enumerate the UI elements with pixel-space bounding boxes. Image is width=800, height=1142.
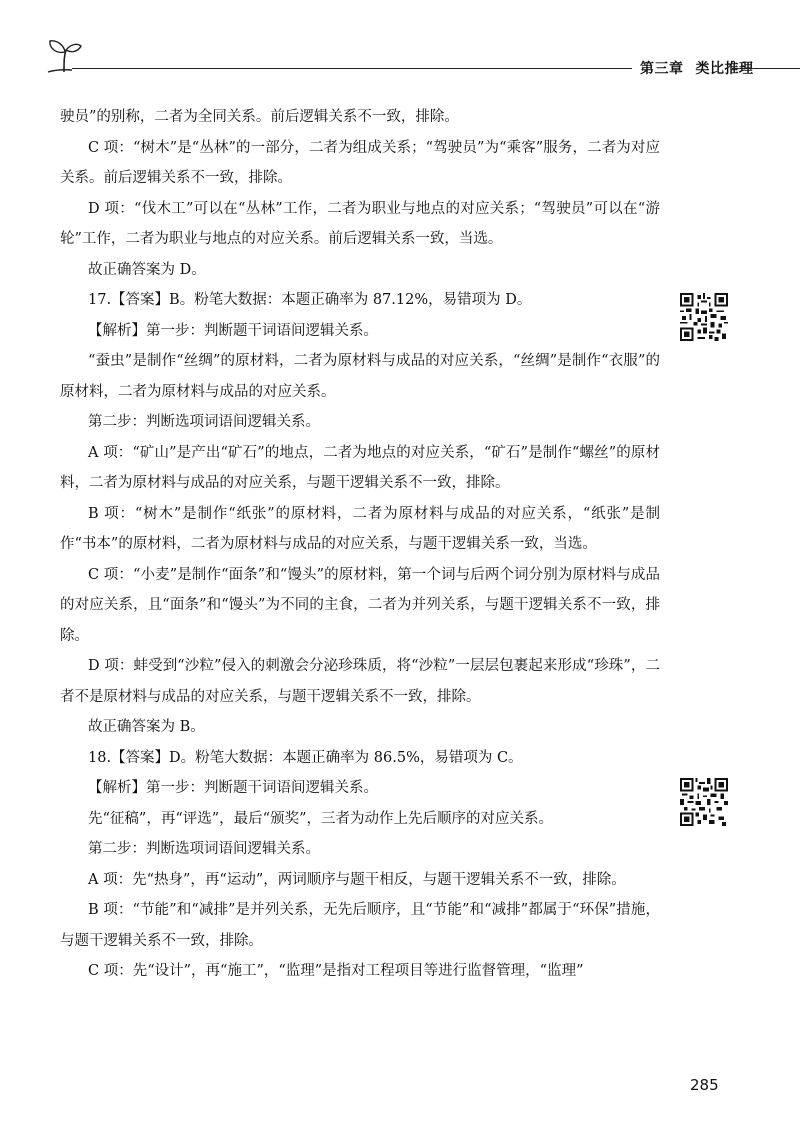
chapter-section: 类比推理 [695,61,754,77]
paragraph: B 项：“节能”和“减排”是并列关系，无先后顺序，且“节能”和“减排”都属于“环保”措施，与题干逻辑关系不一致，排除。 [60,902,660,949]
paragraph: C 项：“小麦”是制作“面条”和“馒头”的原材料，第一个词与后两个词分别为原材料与成品的对应关系，且“面条”和“馒头”为不同的主食，二者为并列关系，与题干逻辑关系不一致，排除。 [60,566,660,644]
paragraph: “蚕虫”是制作“丝绸”的原材料，二者为原材料与成品的对应关系，“丝绸”是制作“衣服”的原材料，二者为原材料与成品的对应关系。 [60,353,660,400]
analysis-heading: 【解析】第一步：判断题干词语间逻辑关系。 [88,322,378,339]
page-header [44,38,760,78]
paragraph: 驶员”的别称，二者为全同关系。前后逻辑关系不一致，排除。 [60,109,459,125]
answer-line: 17.【答案】B。粉笔大数据：本题正确率为 87.12%，易错项为 D。 [88,292,532,308]
paragraph: 故正确答案为 D。 [88,261,206,278]
header-rule-left [72,68,632,69]
paragraph: D 项：“伐木工”可以在“丛林”工作，二者为职业与地点的对应关系；“驾驶员”可以在“游轮”工作，二者为职业与地点的对应关系。前后逻辑关系一致，当选。 [60,200,660,247]
paragraph: 故正确答案为 B。 [88,719,205,735]
answer-line: 18.【答案】D。粉笔大数据：本题正确率为 86.5%，易错项为 C。 [88,749,523,766]
qr-code-icon[interactable] [680,778,728,826]
paragraph: C 项：先“设计”，再“施工”，“监理”是指对工程项目等进行监督管理，“监理” [88,963,584,979]
paragraph: 第二步：判断选项词语间逻辑关系。 [88,414,320,430]
paragraph: 第二步：判断选项词语间逻辑关系。 [88,841,320,857]
paragraph: 先“征稿”，再“评选”，最后“颁奖”，三者为动作上先后顺序的对应关系。 [88,810,553,827]
page-body [60,102,660,987]
page-number: 285 [690,1076,719,1094]
paragraph: A 项：先“热身”，再“运动”，两词顺序与题干相反，与题干逻辑关系不一致，排除。 [88,871,626,888]
paragraph: D 项：蚌受到“沙粒”侵入的刺激会分泌珍珠质，将“沙粒”一层层包裹起来形成“珍珠”，二者不是原材料与成品的对应关系，与题干逻辑关系不一致，排除。 [60,658,660,705]
qr-code-icon[interactable] [680,293,728,341]
header-rule-right [732,68,800,69]
paragraph: B 项：“树木”是制作“纸张”的原材料，二者为原材料与成品的对应关系，“纸张”是制作“书本”的原材料，二者为原材料与成品的对应关系，与题干逻辑关系一致，当选。 [60,505,660,552]
analysis-heading: 【解析】第一步：判断题干词语间逻辑关系。 [88,780,378,796]
paragraph: C 项：“树木”是“丛林”的一部分，二者为组成关系；“驾驶员”为“乘客”服务，二者为对应关系。前后逻辑关系不一致，排除。 [60,139,660,186]
chapter-number: 第三章 [640,61,684,77]
paragraph: A 项：“矿山”是产出“矿石”的地点，二者为地点的对应关系，“矿石”是制作“螺丝”的原材料，二者为原材料与成品的对应关系，与题干逻辑关系不一致，排除。 [60,444,660,491]
